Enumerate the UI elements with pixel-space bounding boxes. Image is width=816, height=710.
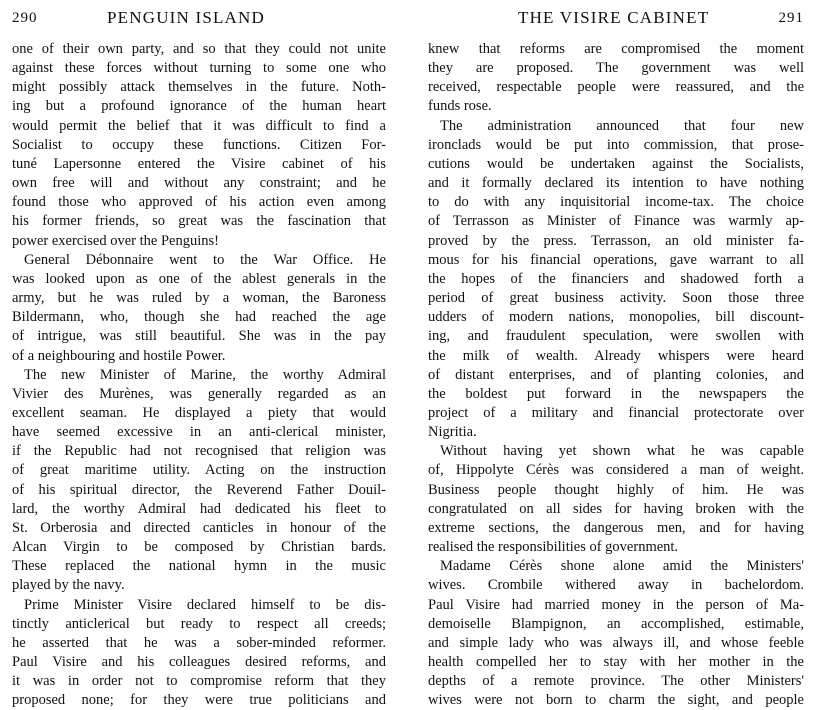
text-line: realised the responsibilities of government. (428, 539, 679, 556)
text-line: Vivier des Murènes, was generally regarded as an (12, 385, 386, 402)
text-line: power exercised over the Penguins! (12, 232, 219, 249)
text-line: of great maritime utility. Acting on the instruction (12, 462, 386, 479)
text-line: Paul Visire had married money in the person of Ma- (428, 596, 804, 613)
right-page-number: 291 (778, 10, 804, 26)
text-line: proposed none; for they were true politicians and (12, 692, 386, 709)
text-line: was looked upon as one of the ablest generals in the (12, 270, 386, 287)
text-line: ing but a profound ignorance of the human heart (12, 98, 386, 115)
text-line: The new Minister of Marine, the worthy Admiral (24, 366, 386, 383)
text-line: demoiselle Blampignon, an accomplished, estimable, (428, 615, 804, 632)
text-line: Business people thought highly of him. He was (428, 481, 804, 498)
text-line: they are proposed. The government was well (428, 60, 804, 77)
text-line: to do with any inquisitorial income-tax. The choice (428, 194, 804, 211)
text-line: Bildermann, who, though she had reached the age (12, 309, 386, 326)
right-page-header (428, 8, 804, 32)
text-line: might possibly attack themselves in the future. Noth- (12, 79, 386, 96)
text-line: the boldest put forward in the newspapers the (428, 385, 804, 402)
left-page-number: 290 (12, 10, 38, 26)
text-line: period of great business activity. Soon those three (428, 290, 804, 307)
text-line: played by the navy. (12, 577, 125, 594)
text-line: own free will and without any constraint; and he (12, 175, 386, 192)
text-line: tuné Lapersonne entered the Visire cabinet of his (12, 155, 386, 172)
text-line: of intrigue, was still beautiful. She was in the pay (12, 328, 386, 345)
text-line: against these forces without turning to some one who (12, 60, 386, 77)
text-line: project of a military and financial protectorate over (428, 404, 804, 421)
text-line: of a neighbouring and hostile Power. (12, 347, 226, 364)
text-line: have seemed excessive in an anti-clerical minister, (12, 424, 386, 441)
text-line: would permit the belief that it was difficult to find a (12, 117, 386, 134)
text-line: of his spiritual director, the Reverend Father Douil- (12, 481, 386, 498)
text-line: ing, and fraudulent speculation, were swollen with (428, 328, 804, 345)
text-line: the hopes of the financiers and shadowed forth a (428, 270, 804, 287)
left-page (12, 0, 386, 709)
text-line: proved by the press. Terrasson, an old minister fa- (428, 232, 804, 249)
text-line: army, but he was ruled by a woman, the Baroness (12, 290, 386, 307)
text-line: cutions would be undertaken against the Socialists, (428, 155, 804, 172)
text-line: mous for his financial operations, gave warrant to all (428, 251, 804, 268)
text-line: received, respectable people were reassured, and the (428, 79, 804, 96)
text-line: his former friends, so great was the fascination that (12, 213, 386, 230)
text-line: of, Hippolyte Cérès was considered a man of weight. (428, 462, 804, 479)
text-line: of distant enterprises, and of planting colonies, and (428, 366, 804, 383)
text-line: congratulated on all sides for having broken with the (428, 500, 804, 517)
left-page-header (12, 8, 386, 32)
text-line: one of their own party, and so that they could not unite (12, 41, 386, 57)
text-line: lard, the worthy Admiral had dedicated his fleet to (12, 500, 386, 517)
right-page (428, 0, 804, 709)
text-line: Nigritia. (428, 424, 477, 441)
text-line: wives were not born to charm the sight, and people (428, 692, 804, 709)
left-running-head: PENGUIN ISLAND (107, 8, 265, 27)
text-line: ironclads would be put into commission, that prose- (428, 136, 804, 153)
text-line: wives. Crombile withered away in bachelordom. (428, 577, 804, 594)
text-line: Prime Minister Visire declared himself to be dis- (24, 596, 386, 613)
left-page-body (12, 40, 386, 710)
text-line: General Débonnaire went to the War Office. He (24, 251, 386, 268)
text-line: These replaced the national hymn in the music (12, 558, 386, 575)
text-line: the milk of wealth. Already whispers were heard (428, 347, 804, 364)
text-line: he asserted that he was a sober-minded reformer. (12, 634, 386, 651)
text-line: Madame Cérès shone alone amid the Ministers' (440, 558, 804, 575)
text-line: Socialist to occupy these functions. Citizen For- (12, 136, 386, 153)
text-line: The administration announced that four new (440, 117, 804, 134)
text-line: St. Orberosia and directed canticles in honour of the (12, 519, 386, 536)
text-line: funds rose. (428, 98, 492, 115)
text-line: if the Republic had not recognised that religion was (12, 443, 386, 460)
text-line: Alcan Virgin to be composed by Christian bards. (12, 539, 386, 556)
text-line: and it formally declared its intention to have nothing (428, 175, 804, 192)
text-line: Paul Visire and his colleagues desired reforms, and (12, 654, 386, 670)
text-line: found those who approved of his action even among (12, 194, 386, 211)
text-line: of Terrasson as Minister of Finance was warmly ap- (428, 213, 804, 230)
text-line: depths of a remote province. The other Ministers' (428, 673, 804, 690)
text-line: excellent seaman. He displayed a piety that would (12, 404, 386, 421)
right-page-body (428, 40, 804, 710)
text-line: and simple lady who was always ill, and whose feeble (428, 634, 804, 651)
text-line: tinctly anticlerical but ready to respect all creeds; (12, 615, 386, 632)
text-line: it was in order not to compromise reform that they (12, 673, 386, 690)
right-running-head: THE VISIRE CABINET (518, 8, 710, 27)
text-line: Without having yet shown what he was capable (440, 443, 804, 460)
text-line: udders of modern nations, monopolies, bill discount- (428, 309, 804, 326)
text-line: extreme sections, the dangerous men, and for having (428, 519, 804, 536)
text-line: health compelled her to stay with her mother in the (428, 654, 804, 670)
text-line: knew that reforms are compromised the moment (428, 41, 804, 57)
